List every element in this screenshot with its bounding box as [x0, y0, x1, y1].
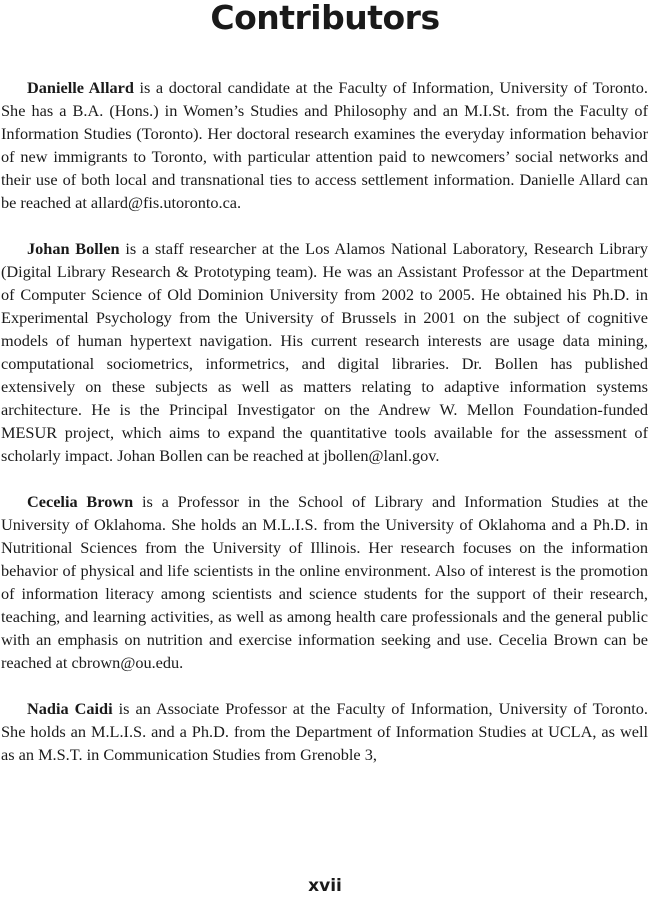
contributor-name: Johan Bollen — [27, 239, 120, 258]
contributor-name: Cecelia Brown — [27, 492, 134, 511]
bio-paragraph-brown — [1, 490, 648, 674]
bio-paragraph-caidi — [1, 697, 648, 766]
contributor-name: Nadia Caidi — [27, 699, 113, 718]
bio-text: is a staff researcher at the Los Alamos National Laboratory, Research Library (Digital Library Research & Prototyping team). He was an Assistant Professor at the Department of Computer Science of Old Dominion University from 2002 to 2005. He obtained his Ph.D. in Experimental Psychology from the University of Brussels in 2001 on the subject of cognitive models of human hypertext navigation. His current research interests are usage data mining, computational sociometrics, informetrics, and digital libraries. Dr. Bollen has published extensively on these subjects as well as matters relating to adaptive information systems architecture. He is the Principal Investigator on the Andrew W. Mellon Foundation-funded MESUR project, which aims to expand the quantitative tools available for the assessment of scholarly impact. Johan Bollen can be reached at jbollen@lanl.gov. — [1, 239, 648, 465]
bio-text: is a Professor in the School of Library and Information Studies at the University of Oklahoma. She holds an M.L.I.S. from the University of Oklahoma and a Ph.D. in Nutritional Sciences from the University of Illinois. Her research focuses on the information behavior of physical and life scientists in the online environment. Also of interest is the promotion of information literacy among scientists and science students for the support of their research, teaching, and learning activities, as well as among health care professionals and the general public with an emphasis on nutrition and exercise information seeking and use. Cecelia Brown can be reached at cbrown@ou.edu. — [1, 492, 648, 672]
bio-paragraph-allard — [1, 76, 648, 214]
bio-paragraph-bollen — [1, 237, 648, 467]
contributors-list — [1, 76, 648, 789]
bio-text: is an Associate Professor at the Faculty of Information, University of Toronto. She holds an M.L.I.S. and a Ph.D. from the Department of Information Studies at UCLA, as well as an M.S.T. in Communication Studies from Grenoble 3, — [1, 699, 648, 764]
page-number: xvii — [308, 876, 342, 896]
page-title: Contributors — [210, 0, 440, 37]
contributor-name: Danielle Allard — [27, 78, 134, 97]
bio-text: is a doctoral candidate at the Faculty of Information, University of Toronto. She has a B.A. (Hons.) in Women’s Studies and Philosophy and an M.I.St. from the Faculty of Information Studies (Toronto). Her doctoral research examines the everyday information behavior of new immigrants to Toronto, with particular attention paid to newcomers’ social networks and their use of both local and transnational ties to access settlement information. Danielle Allard can be reached at allard@fis.utoronto.ca. — [1, 78, 648, 212]
